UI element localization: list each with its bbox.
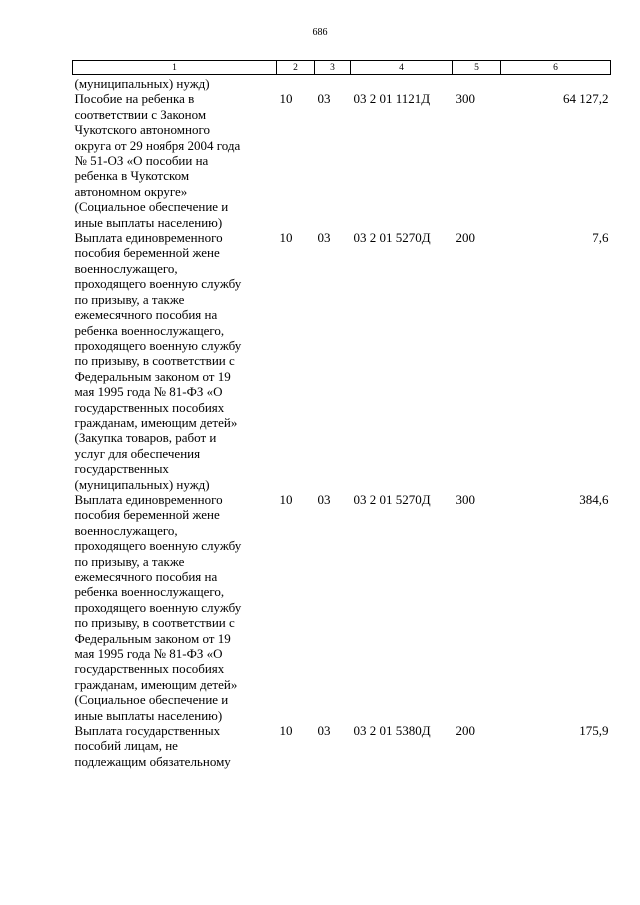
description-line: (муниципальных) нужд) xyxy=(74,476,210,492)
section-code: 10 xyxy=(279,91,293,107)
section-code: 10 xyxy=(279,723,293,739)
description-line: гражданам, имеющим детей» xyxy=(74,676,238,692)
continuation-row xyxy=(73,75,611,92)
description-line: по призыву, а также xyxy=(74,553,185,569)
description-line: пособия беременной жене xyxy=(74,245,220,261)
description-line: Выплата государственных xyxy=(74,723,221,739)
description-line: по призыву, в соответствии с xyxy=(74,615,235,631)
description-line: Федеральным законом от 19 xyxy=(74,630,231,646)
description-line: пособий лицам, не xyxy=(74,738,178,754)
description-line: ребенка военнослужащего, xyxy=(74,584,225,600)
description-line: иные выплаты населению) xyxy=(74,214,223,230)
row-description xyxy=(73,91,277,230)
description-line: Федеральным законом от 19 xyxy=(74,368,231,384)
description-line: ребенка военнослужащего, xyxy=(74,322,225,338)
description-line: Чукотского автономного xyxy=(74,122,210,138)
row-description xyxy=(73,230,277,492)
description-line: (Социальное обеспечение и xyxy=(74,692,229,708)
description-line: проходящего военную службу xyxy=(74,538,242,554)
description-line: услуг для обеспечения xyxy=(74,445,201,461)
description-line: проходящего военную службу xyxy=(74,599,242,615)
description-line: ежемесячного пособия на xyxy=(74,569,218,584)
description-line: государственных пособиях xyxy=(74,399,225,415)
description-line: мая 1995 года № 81-ФЗ «О xyxy=(74,646,223,662)
column-header-4: 4 xyxy=(351,61,453,75)
description-line: (Закупка товаров, работ и xyxy=(74,430,217,446)
table-row xyxy=(73,230,611,492)
amount-value: 175,9 xyxy=(579,723,609,739)
subsection-code: 03 xyxy=(317,723,331,739)
description-line: по призыву, а также xyxy=(74,291,185,307)
description-line: округа от 29 ноября 2004 года xyxy=(74,137,241,153)
description-line: ежемесячного пособия на xyxy=(74,307,218,323)
description-line: автономном округе» xyxy=(74,183,188,199)
target-article-code: 03 2 01 1121Д xyxy=(353,91,431,107)
description-line: подлежащим обязательному xyxy=(74,753,231,769)
description-line: пособия беременной жене xyxy=(74,507,220,523)
description-line: иные выплаты населению) xyxy=(74,707,223,723)
section-code: 10 xyxy=(279,491,293,507)
budget-table xyxy=(72,60,611,769)
subsection-code: 03 xyxy=(317,491,331,507)
column-header-2: 2 xyxy=(277,61,315,75)
subsection-code: 03 xyxy=(317,230,331,246)
table-row xyxy=(73,91,611,230)
description-line: государственных xyxy=(74,461,169,477)
description-line: мая 1995 года № 81-ФЗ «О xyxy=(74,384,223,400)
description-line: военнослужащего, xyxy=(74,260,178,276)
row-description xyxy=(73,723,277,769)
description-line: военнослужащего, xyxy=(74,522,178,538)
description-line: № 51-ОЗ «О пособии на xyxy=(74,153,209,169)
description-line: ребенка в Чукотском xyxy=(74,168,190,184)
table-row xyxy=(73,723,611,769)
description-line: проходящего военную службу xyxy=(74,276,242,292)
table-row xyxy=(73,492,611,723)
subsection-code: 03 xyxy=(317,91,331,107)
continuation-text: (муниципальных) нужд) xyxy=(74,76,210,91)
row-description xyxy=(73,492,277,723)
description-line: по призыву, в соответствии с xyxy=(74,353,235,369)
description-line: Выплата единовременного xyxy=(74,491,223,507)
target-article-code: 03 2 01 5380Д xyxy=(353,723,431,739)
description-line: соответствии с Законом xyxy=(74,106,207,122)
expense-type-code: 200 xyxy=(455,723,475,739)
amount-value: 384,6 xyxy=(579,491,609,507)
column-header-5: 5 xyxy=(453,61,501,75)
description-line: Пособие на ребенка в xyxy=(74,91,195,107)
expense-type-code: 300 xyxy=(455,491,475,507)
amount-value: 64 127,2 xyxy=(563,91,609,107)
description-line: государственных пособиях xyxy=(74,661,225,677)
description-line: проходящего военную службу xyxy=(74,337,242,353)
target-article-code: 03 2 01 5270Д xyxy=(353,230,431,246)
target-article-code: 03 2 01 5270Д xyxy=(353,491,431,507)
amount-value: 7,6 xyxy=(592,230,609,246)
expense-type-code: 200 xyxy=(455,230,475,246)
expense-type-code: 300 xyxy=(455,91,475,107)
section-code: 10 xyxy=(279,230,293,246)
description-line: (Социальное обеспечение и xyxy=(74,199,229,215)
column-header-1: 1 xyxy=(73,61,277,75)
page-number: 686 xyxy=(312,27,328,38)
column-header-3: 3 xyxy=(315,61,351,75)
column-header-6: 6 xyxy=(501,61,611,75)
table-header-row xyxy=(73,61,611,75)
description-line: гражданам, имеющим детей» xyxy=(74,414,238,430)
description-line: Выплата единовременного xyxy=(74,230,223,246)
